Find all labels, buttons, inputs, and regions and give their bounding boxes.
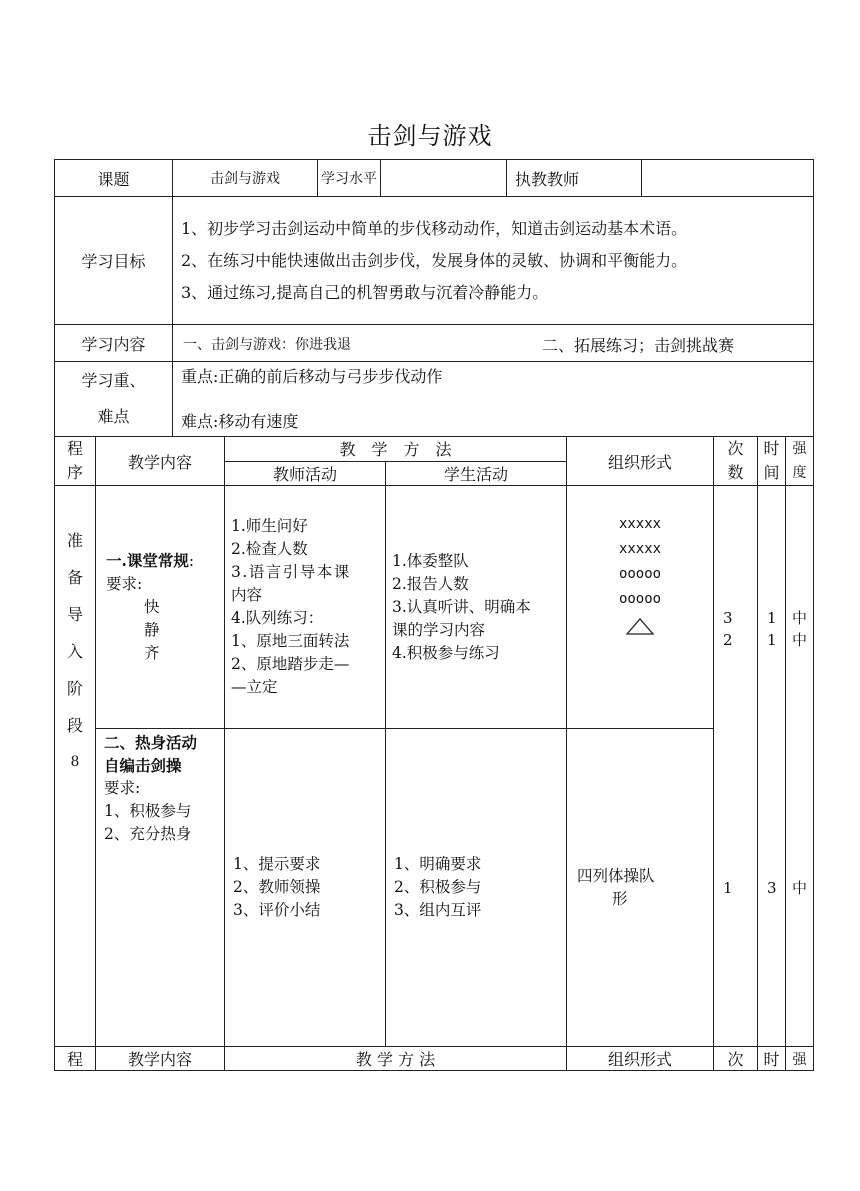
- lesson-info-table: [54, 159, 814, 437]
- section2-student-activity: 1、明确要求 2、积极参与 3、组内互评: [386, 729, 567, 1047]
- content-header: 教学内容: [96, 437, 225, 486]
- formation-row: ooooo: [618, 566, 662, 582]
- section2-intensity: 中: [792, 879, 808, 897]
- section1-req-item: 快: [144, 598, 160, 616]
- section1-req-item: 静: [144, 621, 160, 639]
- section2-req-item: 1、积极参与: [104, 802, 192, 820]
- footer-count: 次: [714, 1047, 758, 1071]
- section1-teacher-activity: 1.师生问好 2.检查人数 3.语言引导本课 内容 4.队列练习： 1、原地三面转法 2、原地踏步走— —立定: [225, 486, 386, 729]
- section1-time: 1 1: [767, 609, 777, 649]
- difficulty-point: 难点:移动有速度: [181, 412, 299, 431]
- section2-time: 3: [767, 879, 777, 897]
- footer-method: 教 学 方 法: [225, 1047, 567, 1071]
- lesson-plan-table: [54, 436, 814, 1071]
- goal-item: 2、在练习中能快速做出击剑步伐，发展身体的灵敏、协调和平衡能力。: [181, 250, 688, 270]
- section1-intensity: 中 中: [792, 609, 808, 649]
- method-header: 教 学 方 法: [225, 437, 567, 462]
- footer-org: 组织形式: [567, 1047, 714, 1071]
- section2-count: 1: [723, 879, 733, 897]
- section2-teacher-activity: 1、提示要求 2、教师领操 3、评价小结: [225, 729, 386, 1047]
- section1-req-item: 齐: [144, 644, 160, 662]
- key-point: 重点:正确的前后移动与弓步步伐动作: [181, 367, 443, 386]
- keypoints-label: [55, 362, 173, 437]
- keypoints-content: [173, 362, 814, 437]
- teacher-triangle-icon: [625, 616, 655, 636]
- content-part1: 一、击剑与游戏：你进我退: [183, 337, 351, 353]
- level-label: 学习水平: [318, 160, 381, 197]
- section2-subtitle: 自编击剑操: [104, 756, 182, 775]
- section2-req-item: 2、充分热身: [104, 825, 192, 843]
- goal-item: 3、通过练习,提高自己的机智勇敢与沉着冷静能力。: [181, 282, 549, 302]
- footer-intensity: 强: [786, 1047, 814, 1071]
- section2-org: 四列体操队 形: [567, 729, 714, 1047]
- section2-title: 二、热身活动: [104, 733, 198, 752]
- intensity-header: 强 度: [786, 437, 814, 486]
- teacher-label: 执教教师: [507, 160, 642, 197]
- content-part2: 二、拓展练习；击剑挑战赛: [542, 336, 735, 355]
- section1-count: 3 2: [723, 609, 733, 649]
- stage-label: 准 备 导 入 阶 段 8: [55, 486, 96, 1047]
- section2-content: [96, 729, 225, 1047]
- intensity-column: [786, 486, 814, 1047]
- keypoints-label-line2: 难点: [97, 407, 130, 426]
- section1-content: 一.课堂常规: 要求: 快 静 齐: [96, 486, 225, 729]
- teacher-value: [642, 160, 814, 197]
- seq-header: 程 序: [55, 437, 96, 486]
- time-header: 时 间: [758, 437, 786, 486]
- section1-org-diagram: [567, 486, 714, 729]
- formation-row: ooooo: [618, 591, 662, 607]
- goals-label: 学习目标: [55, 197, 173, 325]
- formation-row: xxxxx: [618, 541, 662, 557]
- topic-label: 课题: [55, 160, 173, 197]
- content-label: 学习内容: [55, 325, 173, 362]
- content-value: [173, 325, 814, 362]
- count-header: 次 数: [714, 437, 758, 486]
- count-column: [714, 486, 758, 1047]
- section1-student-activity: 1.体委整队 2.报告人数 3.认真听讲、明确本 课的学习内容 4.积极参与练习: [386, 486, 567, 729]
- footer-content: 教学内容: [96, 1047, 225, 1071]
- goal-item: 1、初步学习击剑运动中简单的步伐移动动作，知道击剑运动基本术语。: [181, 218, 688, 238]
- teacher-activity-header: 教师活动: [225, 461, 386, 486]
- page-title: 击剑与游戏: [367, 122, 493, 150]
- level-value: [381, 160, 507, 197]
- org-header: 组织形式: [567, 437, 714, 486]
- keypoints-label-line1: 学习重、: [81, 371, 146, 390]
- formation-row: xxxxx: [618, 516, 662, 532]
- time-column: [758, 486, 786, 1047]
- section2-req-label: 要求:: [104, 779, 141, 797]
- footer-time: 时: [758, 1047, 786, 1071]
- goals-content: [173, 197, 814, 325]
- topic-value: 击剑与游戏: [173, 160, 318, 197]
- section1-title: 一.课堂常规: [106, 551, 189, 570]
- student-activity-header: 学生活动: [386, 461, 567, 486]
- section1-req-label: 要求:: [106, 575, 143, 593]
- footer-seq: 程: [55, 1047, 96, 1071]
